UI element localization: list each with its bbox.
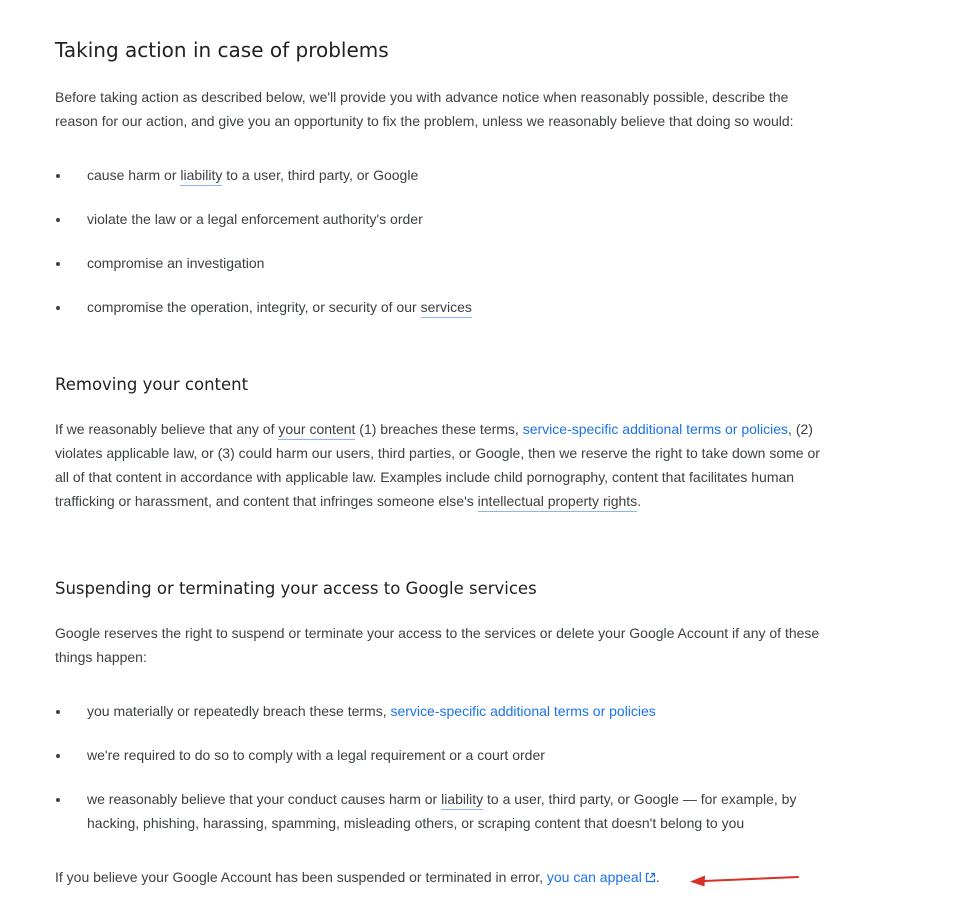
term-your-content[interactable]: your content [278, 421, 355, 440]
section-heading-taking-action: Taking action in case of problems [55, 38, 389, 62]
bullet-icon [56, 262, 60, 266]
bullet-icon [56, 710, 60, 714]
external-link-icon [645, 872, 656, 883]
term-liability-2[interactable]: liability [441, 791, 483, 810]
bullet-icon [56, 174, 60, 178]
list-item: violate the law or a legal enforcement authority's order [55, 207, 827, 231]
section-heading-removing-content: Removing your content [55, 375, 249, 394]
appeal-link[interactable]: you can appeal [547, 869, 656, 885]
list-item: compromise the operation, integrity, or security of our services [55, 295, 827, 319]
list-item: we reasonably believe that your conduct causes harm or liability to a user, third party, or Google — for example, by hacking, phishing, harassing, spamming, misleading others, or scraping content that doesn't belong to you [55, 787, 827, 835]
bullet-icon [56, 754, 60, 758]
list-item: we're required to do so to comply with a legal requirement or a court order [55, 743, 827, 767]
bullet-icon [56, 798, 60, 802]
section-heading-suspending: Suspending or terminating your access to Google services [55, 579, 537, 598]
red-arrow-annotation [688, 870, 802, 890]
section-intro-suspending: Google reserves the right to suspend or terminate your access to the services or delete your Google Account if any of these things happen: [55, 625, 820, 665]
link-service-specific-terms[interactable]: service-specific additional terms or policies [522, 421, 789, 437]
bullet-icon [56, 306, 60, 310]
term-liability[interactable]: liability [180, 167, 222, 186]
removing-content-paragraph: If we reasonably believe that any of your content (1) breaches these terms, service-specific additional terms or policies, (2) violates applicable law, or (3) could harm our users, third parties, or Google, then we reserve the right to take down some or all of that content in accordance with applicable law. Examples include child pornography, content that facilitates human trafficking or harassment, and content that infringes someone else's intellectual property rights. [55, 417, 825, 513]
link-service-specific-terms-2[interactable]: service-specific additional terms or policies [390, 703, 656, 719]
list-item: compromise an investigation [55, 251, 827, 275]
section-intro-taking-action: Before taking action as described below, we'll provide you with advance notice when reasonably possible, describe the reason for our action, and give you an opportunity to fix the problem, unless we reasonably believe that doing so would: [55, 89, 794, 129]
list-item: cause harm or liability to a user, third party, or Google [55, 163, 827, 187]
list-item: you materially or repeatedly breach these terms, service-specific additional terms or policies [55, 699, 827, 723]
term-intellectual-property-rights[interactable]: intellectual property rights [478, 493, 638, 512]
term-services[interactable]: services [421, 299, 472, 318]
appeal-paragraph: If you believe your Google Account has been suspended or terminated in error, you can appeal . [55, 869, 660, 885]
bullet-icon [56, 218, 60, 222]
